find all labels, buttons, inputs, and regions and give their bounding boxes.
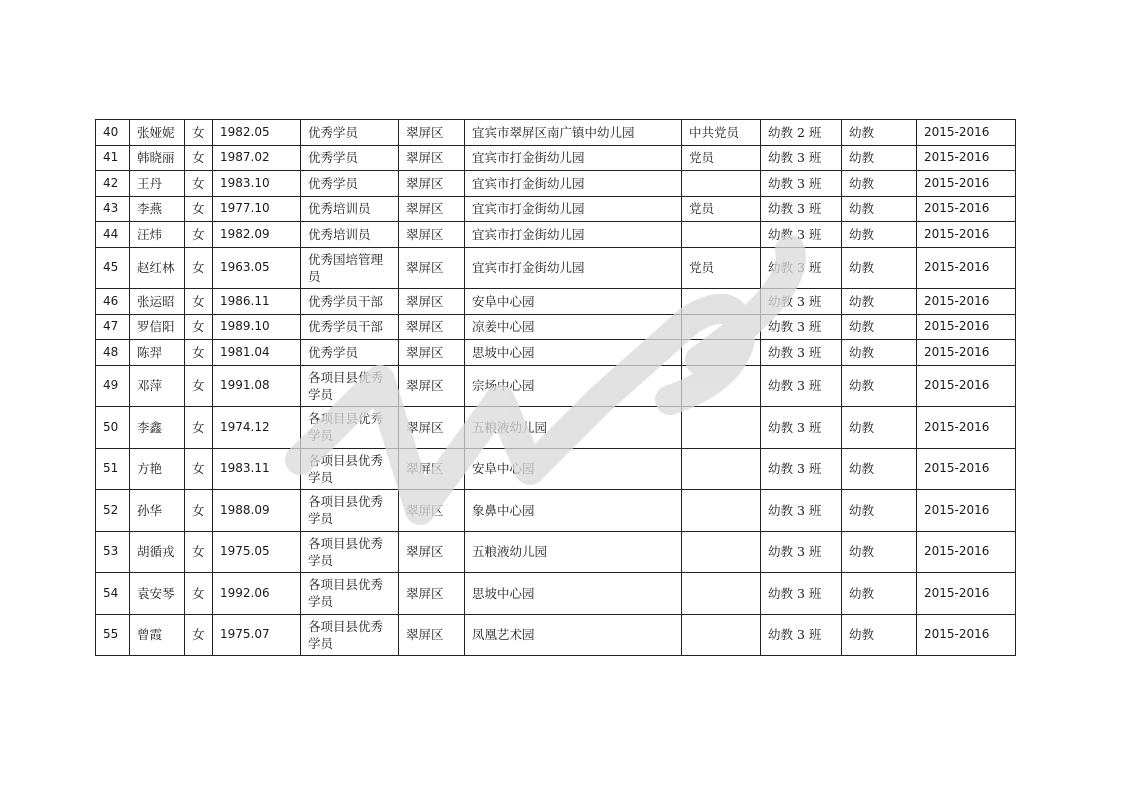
table-row: [96, 314, 1016, 340]
cell-award: 各项目县优秀学员: [301, 531, 399, 573]
cell-year: 2015-2016: [917, 531, 1016, 573]
cell-type: 幼教: [842, 247, 917, 289]
cell-party: [682, 531, 761, 573]
table-row: [96, 247, 1016, 289]
cell-class: 幼教 3 班: [761, 490, 842, 532]
cell-party: 中共党员: [682, 120, 761, 146]
cell-type: 幼教: [842, 407, 917, 449]
cell-district: 翠屏区: [399, 145, 465, 171]
cell-type: 幼教: [842, 490, 917, 532]
cell-year: 2015-2016: [917, 573, 1016, 615]
cell-class: 幼教 3 班: [761, 171, 842, 197]
cell-year: 2015-2016: [917, 614, 1016, 656]
cell-birth: 1987.02: [213, 145, 301, 171]
cell-district: 翠屏区: [399, 490, 465, 532]
cell-class: 幼教 3 班: [761, 531, 842, 573]
cell-district: 翠屏区: [399, 531, 465, 573]
cell-party: [682, 490, 761, 532]
cell-class: 幼教 3 班: [761, 289, 842, 315]
cell-birth: 1992.06: [213, 573, 301, 615]
cell-type: 幼教: [842, 448, 917, 490]
cell-award: 优秀国培管理员: [301, 247, 399, 289]
cell-district: 翠屏区: [399, 222, 465, 248]
cell-district: 翠屏区: [399, 448, 465, 490]
cell-party: 党员: [682, 247, 761, 289]
cell-district: 翠屏区: [399, 573, 465, 615]
cell-district: 翠屏区: [399, 365, 465, 407]
cell-award: 各项目县优秀学员: [301, 490, 399, 532]
table-row: [96, 222, 1016, 248]
cell-award: 优秀学员干部: [301, 289, 399, 315]
cell-district: 翠屏区: [399, 171, 465, 197]
cell-gender: 女: [185, 573, 213, 615]
cell-class: 幼教 3 班: [761, 365, 842, 407]
cell-award: 各项目县优秀学员: [301, 365, 399, 407]
cell-gender: 女: [185, 196, 213, 222]
cell-class: 幼教 3 班: [761, 145, 842, 171]
cell-district: 翠屏区: [399, 196, 465, 222]
table-row: [96, 171, 1016, 197]
cell-name: 陈羿: [130, 340, 185, 366]
cell-type: 幼教: [842, 289, 917, 315]
cell-party: [682, 614, 761, 656]
cell-unit: 凤凰艺术园: [465, 614, 682, 656]
cell-year: 2015-2016: [917, 289, 1016, 315]
cell-district: 翠屏区: [399, 289, 465, 315]
cell-type: 幼教: [842, 340, 917, 366]
cell-year: 2015-2016: [917, 448, 1016, 490]
cell-birth: 1974.12: [213, 407, 301, 449]
cell-unit: 五粮液幼儿园: [465, 407, 682, 449]
cell-party: [682, 222, 761, 248]
cell-class: 幼教 3 班: [761, 448, 842, 490]
cell-class: 幼教 3 班: [761, 222, 842, 248]
cell-award: 优秀学员: [301, 340, 399, 366]
cell-type: 幼教: [842, 171, 917, 197]
cell-class: 幼教 3 班: [761, 573, 842, 615]
cell-name: 李燕: [130, 196, 185, 222]
cell-party: [682, 314, 761, 340]
cell-birth: 1977.10: [213, 196, 301, 222]
cell-type: 幼教: [842, 365, 917, 407]
cell-award: 各项目县优秀学员: [301, 614, 399, 656]
cell-class: 幼教 2 班: [761, 120, 842, 146]
cell-birth: 1983.10: [213, 171, 301, 197]
cell-year: 2015-2016: [917, 222, 1016, 248]
cell-party: [682, 448, 761, 490]
cell-class: 幼教 3 班: [761, 247, 842, 289]
cell-year: 2015-2016: [917, 247, 1016, 289]
cell-birth: 1989.10: [213, 314, 301, 340]
table-row: [96, 448, 1016, 490]
cell-no: 42: [96, 171, 130, 197]
table-row: [96, 145, 1016, 171]
cell-unit: 安阜中心园: [465, 448, 682, 490]
cell-birth: 1982.09: [213, 222, 301, 248]
cell-year: 2015-2016: [917, 196, 1016, 222]
cell-award: 优秀培训员: [301, 196, 399, 222]
cell-year: 2015-2016: [917, 407, 1016, 449]
cell-year: 2015-2016: [917, 145, 1016, 171]
cell-name: 赵红林: [130, 247, 185, 289]
cell-district: 翠屏区: [399, 314, 465, 340]
cell-unit: 宜宾市翠屏区南广镇中幼儿园: [465, 120, 682, 146]
cell-type: 幼教: [842, 531, 917, 573]
cell-name: 王丹: [130, 171, 185, 197]
cell-gender: 女: [185, 247, 213, 289]
cell-district: 翠屏区: [399, 120, 465, 146]
cell-class: 幼教 3 班: [761, 196, 842, 222]
cell-name: 袁安琴: [130, 573, 185, 615]
cell-no: 53: [96, 531, 130, 573]
cell-no: 40: [96, 120, 130, 146]
cell-birth: 1988.09: [213, 490, 301, 532]
table-row: [96, 490, 1016, 532]
cell-unit: 凉姜中心园: [465, 314, 682, 340]
cell-gender: 女: [185, 490, 213, 532]
cell-no: 44: [96, 222, 130, 248]
cell-gender: 女: [185, 531, 213, 573]
cell-class: 幼教 3 班: [761, 614, 842, 656]
cell-no: 47: [96, 314, 130, 340]
cell-award: 各项目县优秀学员: [301, 573, 399, 615]
cell-party: [682, 171, 761, 197]
cell-class: 幼教 3 班: [761, 314, 842, 340]
cell-party: [682, 407, 761, 449]
cell-award: 优秀学员: [301, 171, 399, 197]
cell-award: 优秀学员干部: [301, 314, 399, 340]
cell-unit: 思坡中心园: [465, 340, 682, 366]
cell-year: 2015-2016: [917, 171, 1016, 197]
cell-party: [682, 365, 761, 407]
cell-year: 2015-2016: [917, 340, 1016, 366]
cell-party: [682, 340, 761, 366]
cell-birth: 1986.11: [213, 289, 301, 315]
cell-award: 优秀学员: [301, 120, 399, 146]
table-row: [96, 289, 1016, 315]
cell-name: 汪炜: [130, 222, 185, 248]
table-row: [96, 573, 1016, 615]
cell-name: 罗信阳: [130, 314, 185, 340]
cell-type: 幼教: [842, 120, 917, 146]
cell-birth: 1975.07: [213, 614, 301, 656]
cell-award: 优秀学员: [301, 145, 399, 171]
cell-birth: 1991.08: [213, 365, 301, 407]
cell-gender: 女: [185, 340, 213, 366]
cell-birth: 1963.05: [213, 247, 301, 289]
cell-year: 2015-2016: [917, 365, 1016, 407]
cell-name: 韩晓丽: [130, 145, 185, 171]
cell-award: 各项目县优秀学员: [301, 407, 399, 449]
cell-party: [682, 573, 761, 615]
cell-no: 48: [96, 340, 130, 366]
cell-birth: 1983.11: [213, 448, 301, 490]
roster-table: [95, 119, 1016, 656]
cell-no: 43: [96, 196, 130, 222]
cell-district: 翠屏区: [399, 340, 465, 366]
cell-gender: 女: [185, 222, 213, 248]
cell-unit: 宜宾市打金街幼儿园: [465, 222, 682, 248]
cell-party: 党员: [682, 196, 761, 222]
cell-gender: 女: [185, 171, 213, 197]
cell-party: 党员: [682, 145, 761, 171]
cell-name: 张娅妮: [130, 120, 185, 146]
cell-type: 幼教: [842, 614, 917, 656]
table-row: [96, 196, 1016, 222]
cell-award: 各项目县优秀学员: [301, 448, 399, 490]
cell-type: 幼教: [842, 314, 917, 340]
cell-name: 方艳: [130, 448, 185, 490]
cell-name: 胡循戎: [130, 531, 185, 573]
cell-no: 45: [96, 247, 130, 289]
cell-name: 邓萍: [130, 365, 185, 407]
cell-district: 翠屏区: [399, 407, 465, 449]
cell-unit: 象鼻中心园: [465, 490, 682, 532]
cell-class: 幼教 3 班: [761, 340, 842, 366]
table-row: [96, 531, 1016, 573]
table-row: [96, 340, 1016, 366]
cell-year: 2015-2016: [917, 490, 1016, 532]
cell-no: 54: [96, 573, 130, 615]
cell-name: 李鑫: [130, 407, 185, 449]
cell-gender: 女: [185, 120, 213, 146]
cell-unit: 宜宾市打金街幼儿园: [465, 196, 682, 222]
cell-gender: 女: [185, 289, 213, 315]
cell-type: 幼教: [842, 145, 917, 171]
cell-name: 曾霞: [130, 614, 185, 656]
cell-no: 41: [96, 145, 130, 171]
cell-no: 49: [96, 365, 130, 407]
cell-birth: 1975.05: [213, 531, 301, 573]
cell-gender: 女: [185, 448, 213, 490]
cell-no: 55: [96, 614, 130, 656]
table-row: [96, 365, 1016, 407]
cell-gender: 女: [185, 365, 213, 407]
cell-unit: 安阜中心园: [465, 289, 682, 315]
cell-name: 张运昭: [130, 289, 185, 315]
cell-party: [682, 289, 761, 315]
table-row: [96, 407, 1016, 449]
cell-type: 幼教: [842, 573, 917, 615]
cell-unit: 思坡中心园: [465, 573, 682, 615]
cell-no: 46: [96, 289, 130, 315]
cell-year: 2015-2016: [917, 314, 1016, 340]
cell-year: 2015-2016: [917, 120, 1016, 146]
cell-unit: 宜宾市打金街幼儿园: [465, 145, 682, 171]
cell-district: 翠屏区: [399, 614, 465, 656]
cell-unit: 宜宾市打金街幼儿园: [465, 247, 682, 289]
table-row: [96, 614, 1016, 656]
cell-no: 50: [96, 407, 130, 449]
cell-unit: 宜宾市打金街幼儿园: [465, 171, 682, 197]
cell-gender: 女: [185, 314, 213, 340]
cell-gender: 女: [185, 407, 213, 449]
cell-no: 52: [96, 490, 130, 532]
cell-unit: 五粮液幼儿园: [465, 531, 682, 573]
roster-body: [96, 120, 1016, 656]
table-row: [96, 120, 1016, 146]
cell-unit: 宗场中心园: [465, 365, 682, 407]
cell-award: 优秀培训员: [301, 222, 399, 248]
cell-name: 孙华: [130, 490, 185, 532]
cell-district: 翠屏区: [399, 247, 465, 289]
cell-gender: 女: [185, 145, 213, 171]
cell-type: 幼教: [842, 196, 917, 222]
cell-birth: 1982.05: [213, 120, 301, 146]
cell-class: 幼教 3 班: [761, 407, 842, 449]
cell-birth: 1981.04: [213, 340, 301, 366]
cell-type: 幼教: [842, 222, 917, 248]
cell-gender: 女: [185, 614, 213, 656]
cell-no: 51: [96, 448, 130, 490]
